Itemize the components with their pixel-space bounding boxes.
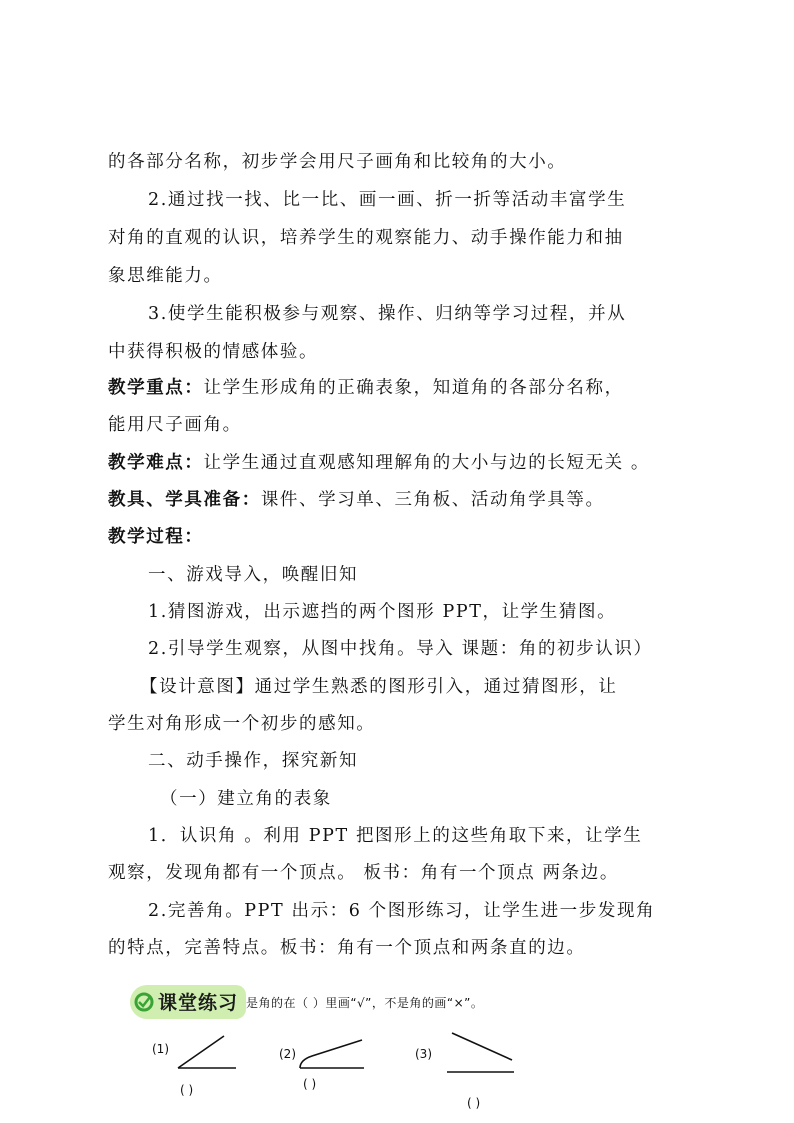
materials-label: 教具、学具准备： [108, 490, 261, 510]
curved-figure-2 [300, 1040, 364, 1068]
paragraph-line: 对角的直观的认识，培养学生的观察能力、动手操作能力和抽 [108, 228, 624, 248]
exercise-badge-label: 课堂练习 [158, 992, 239, 1014]
key-points-text: 让学生形成角的正确表象，知道角的各部分名称， [203, 378, 624, 398]
angle-figure-1 [178, 1036, 236, 1068]
paragraph-line: 1.猜图游戏，出示遮挡的两个图形 PPT，让学生猜图。 [148, 602, 617, 622]
process-heading: 教学过程： [108, 527, 204, 547]
paragraph-line: 3.使学生能积极参与观察、操作、归纳等学习过程，并从 [148, 304, 627, 324]
key-points-label: 教学重点： [108, 378, 204, 398]
subsection-heading: （一）建立角的表象 [160, 789, 332, 809]
paragraph-line: 1．认识角 。利用 PPT 把图形上的这些角取下来，让学生 [148, 826, 643, 846]
exercise-instruction: 是角的在（ ）里画“√”，不是角的画“×”。 [246, 996, 484, 1010]
paragraph-line: 的各部分名称，初步学会用尺子画角和比较角的大小。 [108, 152, 567, 172]
paragraph-line: 【设计意图】通过学生熟悉的图形引入，通过猜图形，让 [140, 677, 618, 697]
answer-parens: ( ) [180, 1083, 194, 1097]
section-heading: 二、动手操作，探究新知 [148, 751, 359, 771]
paragraph-line: 能用尺子画角。 [108, 415, 242, 435]
paragraph-line: 观察，发现角都有一个顶点。 板书：角有一个顶点 两条边。 [108, 863, 619, 883]
item-number: (1) [152, 1042, 169, 1056]
paragraph-line: 中获得积极的情感体验。 [108, 342, 319, 362]
paragraph-line: 的特点，完善特点。板书：角有一个顶点和两条直的边。 [108, 938, 586, 958]
paragraph-line: 2.完善角。PPT 出示：6 个图形练习，让学生进一步发现角 [148, 901, 656, 921]
open-figure-3 [447, 1033, 514, 1072]
paragraph-line: 2.引导学生观察，从图中找角。导入 课题：角的初步认识） [148, 639, 653, 659]
answer-parens: ( ) [467, 1096, 481, 1110]
paragraph-line: 象思维能力。 [108, 266, 223, 286]
materials-text: 课件、学习单、三角板、活动角学具等。 [260, 490, 605, 510]
item-number: (2) [279, 1047, 296, 1061]
section-heading: 一、游戏导入，唤醒旧知 [148, 565, 359, 585]
item-number: (3) [415, 1047, 432, 1061]
paragraph-line: 2.通过找一找、比一比、画一画、折一折等活动丰富学生 [148, 190, 627, 210]
difficulty-label: 教学难点： [108, 453, 204, 473]
paragraph-line: 学生对角形成一个初步的感知。 [108, 714, 376, 734]
answer-parens: ( ) [303, 1077, 317, 1091]
difficulty-text: 让学生通过直观感知理解角的大小与边的长短无关 。 [203, 453, 650, 473]
